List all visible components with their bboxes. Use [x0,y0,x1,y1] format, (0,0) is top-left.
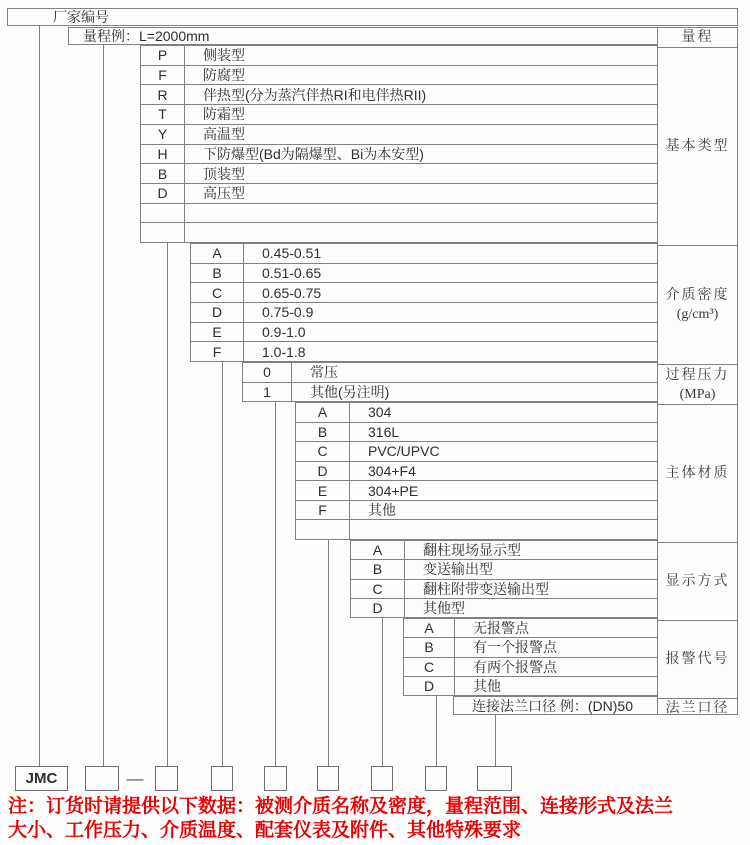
description-cell: 0.65-0.75 [262,284,322,301]
order-note [8,795,748,842]
table-row [404,657,657,676]
label-alarm [658,620,737,698]
description-cell: 有两个报警点 [473,658,557,675]
table-row [141,144,657,164]
material-table [295,402,657,540]
table-row [141,46,657,65]
description-cell: 316L [368,423,400,440]
code-cell [296,520,350,539]
description-cell: 顶装型 [203,165,245,182]
category-label-column [657,27,738,715]
table-row [296,441,657,461]
table-row [141,163,657,183]
label-pressure [658,364,737,404]
code-cell [141,204,185,223]
connector-line-display-mode [382,618,383,766]
connector-line-flange [495,715,496,766]
table-row [141,222,657,242]
code-cell: C [404,658,455,676]
label-material [658,404,737,542]
connector-line-alarm [436,696,437,766]
table-row [351,598,657,617]
table-row [296,519,657,539]
code-cell: D [141,184,185,203]
code-box-flange [477,766,512,791]
table-row [191,302,657,322]
range-example-label: 量程例：L=2000mm [83,28,210,44]
alarm-table [403,618,657,696]
code-box-range [85,766,119,791]
code-cell: C [191,283,244,302]
description-cell: 连接法兰口径 例：(DN)50 [472,697,634,714]
code-cell: C [351,580,405,598]
label-alarm-text: 报警代号 [665,652,730,667]
density-table [190,243,657,362]
table-row [351,559,657,578]
description-cell: 翻柱附带变送输出型 [423,580,549,597]
description-cell: 高温型 [203,126,245,143]
description-cell: 伴热型(分为蒸汽伴热RI和电伴热RII) [203,86,427,103]
model-prefix-text: JMC [25,770,58,787]
description-cell: 防霜型 [203,106,245,123]
table-row [141,183,657,203]
label-display-mode [658,542,737,620]
table-row [454,697,657,714]
dash-separator [122,766,148,791]
table-row [296,422,657,442]
table-row [351,579,657,598]
table-row [191,244,657,263]
code-cell: 0 [243,363,292,382]
description-cell: 高压型 [203,185,245,202]
code-cell: A [191,244,244,263]
code-cell: T [141,105,185,124]
table-row [191,322,657,342]
description-cell: 翻柱现场显示型 [423,542,521,559]
description-cell: 防腐型 [203,67,245,84]
code-cell: A [296,403,350,422]
description-cell: 其他 [473,677,501,694]
code-box-density [211,766,233,791]
table-row [296,403,657,422]
table-row [296,500,657,520]
code-box-material [317,766,339,791]
description-cell: 有一个报警点 [473,639,557,656]
code-cell: B [296,423,350,442]
label-density [658,245,737,364]
code-cell: E [296,481,350,500]
table-row [404,619,657,637]
code-cell: 1 [243,383,292,402]
table-row [191,341,657,361]
code-cell: Y [141,125,185,144]
model-prefix-box [15,766,68,791]
description-cell: 304+F4 [368,463,416,480]
code-cell: R [141,85,185,104]
description-cell: 0.75-0.9 [262,304,314,321]
description-cell: 其他(另注明) [310,383,390,400]
code-cell: F [296,501,350,520]
code-box-basic-type [155,766,178,791]
description-cell: 其他型 [423,599,465,616]
code-cell: B [141,164,185,183]
manufacturer-number-label: 厂家编号 [53,9,109,25]
dash-separator-text: — [126,768,144,788]
description-cell: 0.9-1.0 [262,324,306,341]
code-cell: D [351,599,405,617]
label-density-text: 介质密度 [665,288,730,303]
label-pressure-text: 过程压力 [665,367,730,383]
code-cell [141,223,185,242]
description-cell: 0.45-0.51 [262,245,322,262]
description-cell: 下防爆型(Bd为隔爆型、Bi为本安型) [203,145,424,162]
connector-line-material [328,540,329,766]
label-pressure-unit: (MPa) [679,386,716,402]
table-row [243,363,657,382]
code-cell: A [351,541,405,559]
range-example-box [68,27,657,45]
table-row [141,203,657,223]
label-range-text: 量程 [681,30,714,45]
label-basic-type [658,47,737,245]
code-cell: H [141,145,185,164]
label-basic-type-text: 基本类型 [665,139,730,154]
description-cell: 其他 [368,502,396,519]
display-mode-table [350,540,657,618]
connector-line-density [222,362,223,766]
description-cell: 1.0-1.8 [262,343,306,360]
code-box-display-mode [371,766,393,791]
code-cell: D [404,677,455,695]
table-row [191,263,657,283]
code-cell: A [404,619,455,637]
label-material-text: 主体材质 [665,466,730,481]
connector-line-pressure [275,402,276,766]
table-row [296,480,657,500]
description-cell: PVC/UPVC [368,443,440,460]
table-row [404,637,657,656]
code-box-alarm [425,766,447,791]
label-flange [658,698,737,718]
description-cell: 变送输出型 [423,561,493,578]
code-cell: P [141,46,185,65]
label-flange-text: 法兰口径 [665,701,730,716]
basic-type-table [140,45,657,243]
description-cell: 304+PE [368,482,419,499]
code-cell: D [191,303,244,322]
code-cell: C [296,442,350,461]
table-row [191,282,657,302]
order-note-line-1: 注：订货时请提供以下数据：被测介质名称及密度，量程范围、连接形式及法兰 [8,796,674,817]
code-cell: E [191,323,244,342]
table-row [351,541,657,559]
code-cell: B [404,638,455,656]
code-cell: F [141,66,185,85]
table-row [141,65,657,85]
description-cell: 常压 [310,364,338,381]
code-box-pressure [264,766,287,791]
code-cell: D [296,462,350,481]
connector-line-manufacturer [39,26,40,766]
code-cell: B [351,560,405,578]
table-row [141,124,657,144]
connector-line-basic-type [167,243,168,766]
description-cell: 侧装型 [203,47,245,64]
description-cell: 304 [368,404,392,421]
pressure-table [242,362,657,402]
label-display-mode-text: 显示方式 [665,574,730,589]
label-density-unit: (g/cm³) [676,307,719,322]
table-row [141,104,657,124]
table-row [404,676,657,695]
flange-size-row [453,696,657,715]
table-row [243,382,657,402]
manufacturer-number-box [7,8,738,26]
table-row [296,461,657,481]
code-cell: B [191,264,244,283]
code-cell: F [191,342,244,361]
table-row [141,84,657,104]
connector-line-range [103,45,104,766]
description-cell: 无报警点 [473,620,529,637]
order-note-line-2: 大小、工作压力、介质温度、配套仪表及附件、其他特殊要求 [8,819,522,841]
description-cell: 0.51-0.65 [262,265,322,281]
label-range [658,28,737,47]
